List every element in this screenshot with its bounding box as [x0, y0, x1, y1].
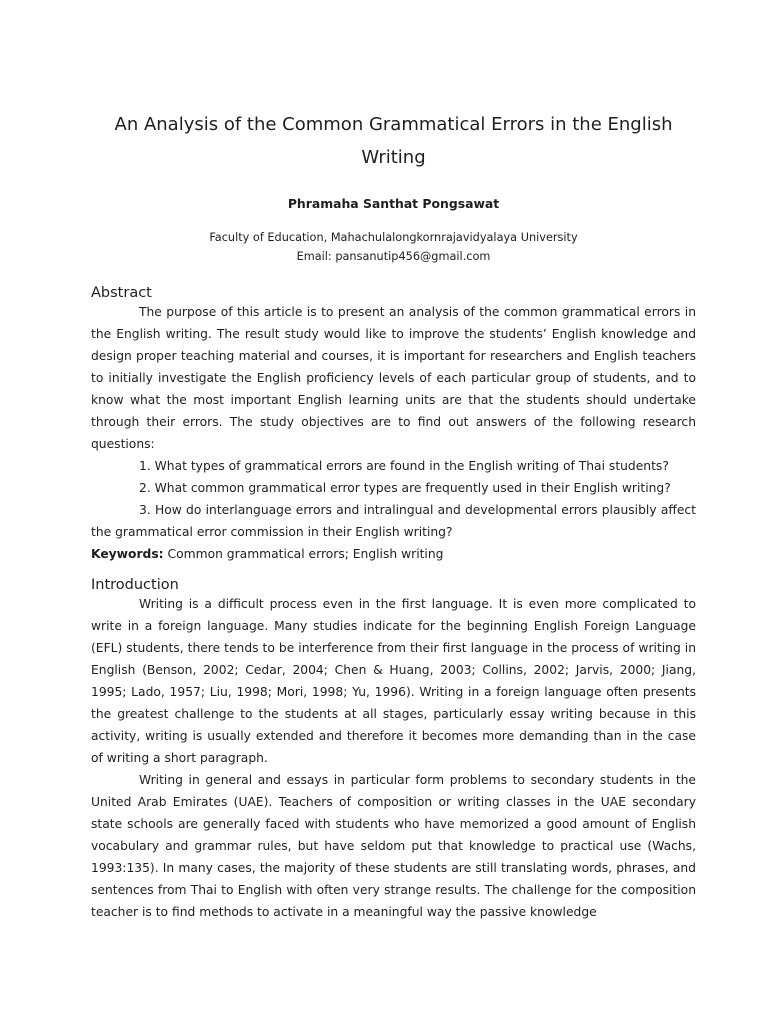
research-question-3: 3. How do interlanguage errors and intralingual and developmental errors plausibly affect the grammatical error commission in their English writing? [91, 503, 696, 539]
introduction-paragraph-2: Writing in general and essays in particular form problems to secondary students in the United Arab Emirates (UAE). Teachers of composition or writing classes in the UAE secondary state schools are generally faced with students who have memorized a good amount of English vocabulary and grammar rules, but have seldom put that knowledge to practical use (Wachs, 1993:135). In many cases, the majority of these students are still translating words, phrases, and sentences from Thai to English with often very strange results. The challenge for the composition teacher is to find methods to activate in a meaningful way the passive knowledge [91, 773, 696, 919]
keywords-line [91, 543, 696, 565]
author-email: Email: pansanutip456@gmail.com [296, 250, 491, 263]
research-question-1: 1. What types of grammatical errors are found in the English writing of Thai students? [139, 459, 669, 473]
keywords-text: Common grammatical errors; English writing [163, 547, 444, 561]
introduction-paragraph-1: Writing is a difficult process even in the first language. It is even more complicated to write in a foreign language. Many studies indicate for the beginning English Foreign Language (EFL) students, there tends to be interference from their first language in the process of writing in English (Benson, 2002; Cedar, 2004; Chen & Huang, 2003; Collins, 2002; Jarvis, 2000; Jiang, 1995; Lado, 1957; Liu, 1998; Mori, 1998; Yu, 1996). Writing in a foreign language often presents the greatest challenge to the students at all stages, particularly essay writing because in this activity, writing is usually extended and therefore it becomes more demanding than in the case of writing a short paragraph. [91, 597, 696, 765]
affiliation: Faculty of Education, Mahachulalongkornrajavidyalaya University [209, 231, 578, 244]
keywords-label: Keywords: [91, 547, 164, 561]
abstract-heading: Abstract [91, 285, 152, 301]
affiliation-block [91, 228, 696, 266]
research-question-2: 2. What common grammatical error types are frequently used in their English writing? [139, 481, 671, 495]
author-name: Phramaha Santhat Pongsawat [287, 196, 500, 211]
introduction-heading: Introduction [91, 577, 179, 593]
abstract-body: The purpose of this article is to present an analysis of the common grammatical errors in the English writing. The result study would like to improve the students’ English knowledge and design proper teaching material and courses, it is important for researchers and English teachers to initially investigate the English proficiency levels of each particular group of students, and to know what the most important English learning units are that the students should undertake through their errors. The study objectives are to find out answers of the following research questions: [91, 305, 696, 451]
paper-title: An Analysis of the Common Grammatical Errors in the English Writing [114, 114, 673, 168]
